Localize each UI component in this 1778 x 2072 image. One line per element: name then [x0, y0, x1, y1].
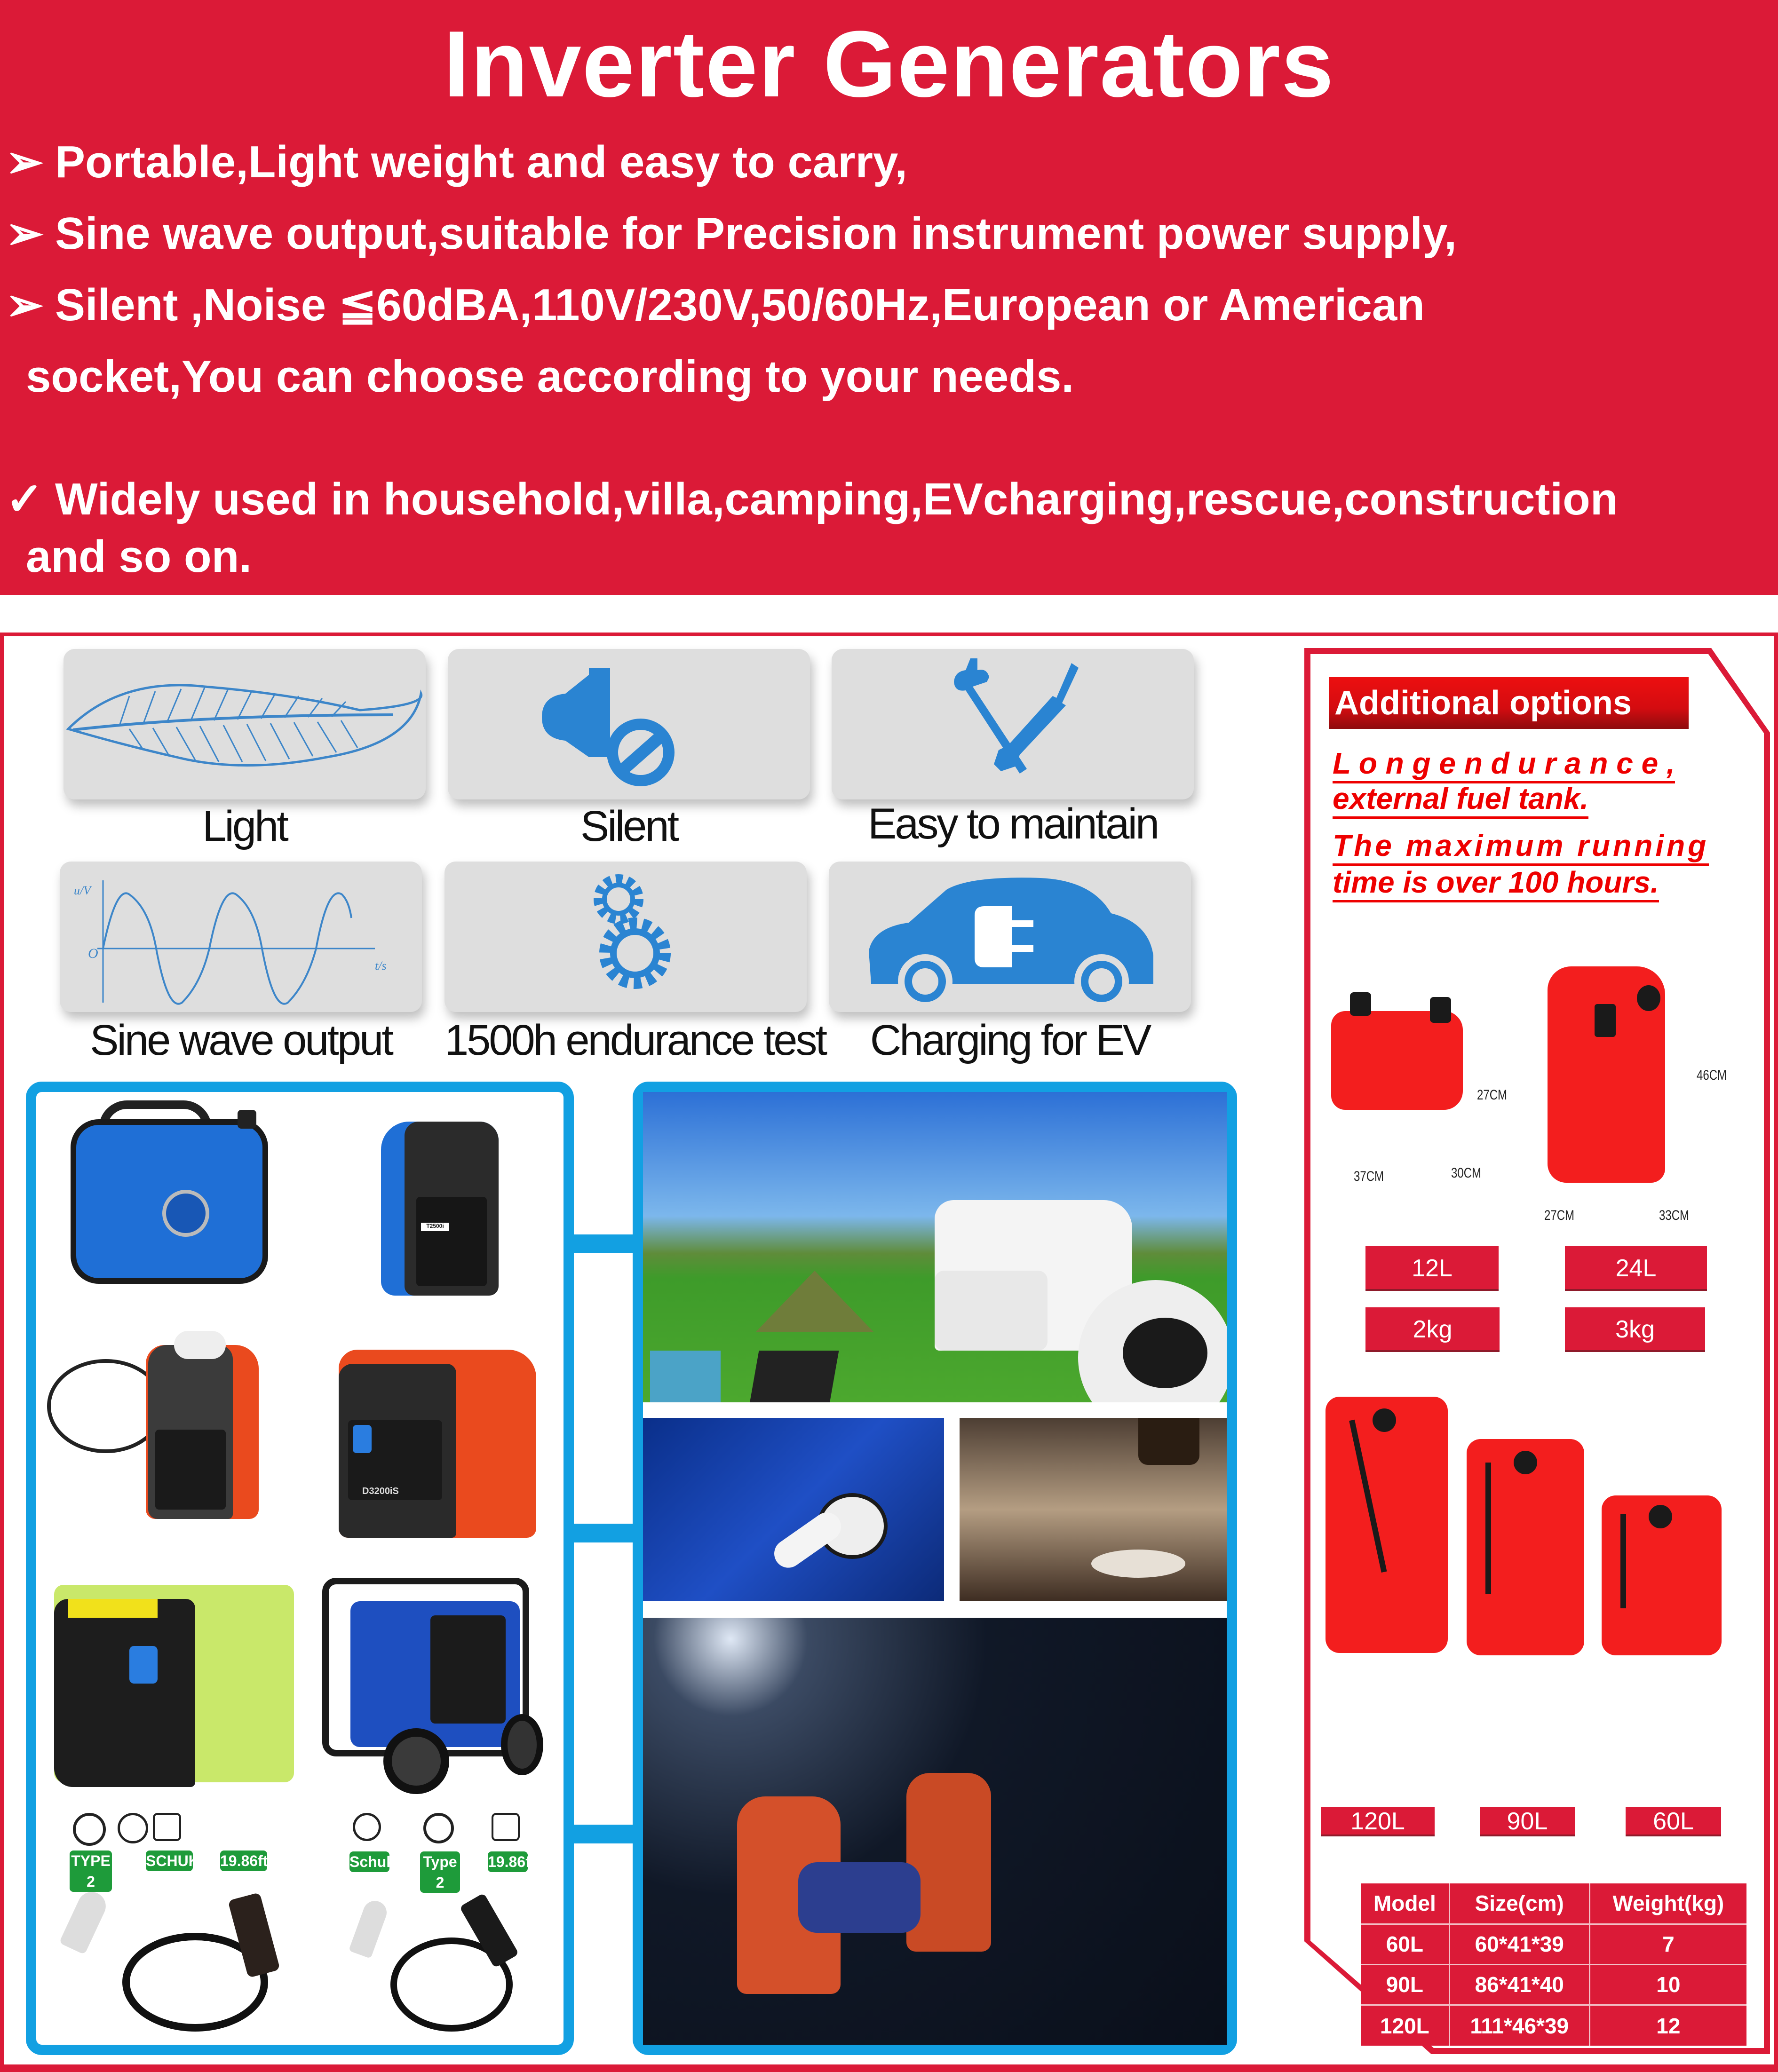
bullet-silent: [6, 277, 1425, 333]
tag-schukou: Schukou: [349, 1851, 389, 1872]
capacity-60l: 60L: [1626, 1807, 1721, 1836]
checkmark-icon: ✓: [6, 474, 44, 524]
weight-3kg: 3kg: [1565, 1307, 1705, 1352]
table-header-row: [1361, 1883, 1746, 1924]
dim-24l-width: 27CM: [1544, 1208, 1575, 1223]
feature-label-endurance: 1500h endurance test: [444, 1016, 826, 1064]
gears-icon: [444, 862, 807, 1012]
product-image-orange-generator-ev[interactable]: [47, 1331, 282, 1528]
feature-label-silent: Silent: [580, 802, 678, 850]
feature-card-light: [64, 649, 426, 799]
svg-text:t/s: t/s: [375, 959, 387, 973]
bullet-silent-continuation: socket,You can choose according to your needs.: [26, 351, 1074, 402]
dim-12l-width: 37CM: [1354, 1169, 1384, 1184]
bullet-text: Sine wave output,suitable for Precision instrument power supply,: [55, 208, 1457, 259]
scene-home[interactable]: [960, 1418, 1227, 1601]
tag-type2: Type 2: [420, 1851, 460, 1893]
cell-weight: 12: [1656, 2013, 1681, 2038]
type2-connector-icon: [73, 1813, 106, 1846]
fuel-tank-12l-image[interactable]: [1326, 992, 1468, 1119]
connector-bar: [569, 1825, 635, 1843]
feature-card-sine-wave: [60, 862, 422, 1012]
feature-card-ev: [829, 862, 1191, 1012]
tape-measure-icon: [492, 1813, 520, 1841]
tag-schuko: SCHUKO: [146, 1851, 193, 1871]
table-row: [1361, 1924, 1746, 1964]
cell-model: 120L: [1361, 2005, 1449, 2046]
sine-wave-icon: [60, 862, 422, 1012]
feature-label-light: Light: [202, 802, 287, 850]
column-header-weight: Weight(kg): [1589, 1883, 1746, 1924]
muted-speaker-icon: [448, 649, 810, 799]
feature-label-sine-wave: Sine wave output: [90, 1016, 392, 1064]
capacity-12l: 12L: [1365, 1246, 1499, 1291]
tag-cable-length: 19.86ft: [220, 1851, 267, 1871]
product-image-orange-generator-d3200is[interactable]: [334, 1326, 541, 1547]
fuel-tank-120l-image[interactable]: [1326, 1397, 1448, 1653]
capacity-120l: 120L: [1321, 1807, 1435, 1836]
endurance-line-2: external fuel tank.: [1333, 781, 1588, 819]
svg-text:u/V: u/V: [74, 884, 91, 897]
dim-24l-height: 46CM: [1697, 1068, 1727, 1083]
fuel-tank-24l-image[interactable]: [1543, 957, 1679, 1192]
usage-continuation: and so on.: [26, 531, 252, 582]
capacity-90l: 90L: [1480, 1807, 1575, 1836]
page-title: Inverter Generators: [443, 12, 1335, 117]
scene-rescue[interactable]: [643, 1618, 1227, 2045]
tape-measure-icon: [153, 1813, 181, 1841]
fuel-tank-60l-image[interactable]: [1602, 1495, 1722, 1655]
table-row: [1361, 1964, 1746, 2005]
dim-24l-depth: 33CM: [1659, 1208, 1690, 1223]
product-image-green-generator[interactable]: [40, 1571, 294, 1792]
feature-label-maintain: Easy to maintain: [867, 800, 1158, 848]
svg-text:O: O: [88, 946, 98, 961]
feather-icon: [64, 649, 426, 799]
tag-type2: TYPE 2: [70, 1851, 112, 1892]
product-image-ev-charger-1[interactable]: [61, 1876, 282, 2036]
dim-12l-depth: 30CM: [1451, 1165, 1482, 1181]
bullet-text: Silent ,Noise ≦60dBA,110V/230V,50/60Hz,European or American: [55, 280, 1425, 330]
arrow-bullet-icon: ➢: [6, 280, 44, 330]
scene-camping[interactable]: [643, 1092, 1227, 1402]
product-image-blue-generator-t2500i[interactable]: [376, 1103, 503, 1300]
endurance-line-3: The maximum running: [1333, 828, 1709, 866]
cell-size: 86*41*40: [1449, 1964, 1589, 2005]
fuel-tank-spec-table: [1361, 1883, 1746, 2046]
usage-text: Widely used in household,villa,camping,EVcharging,rescue,construction: [55, 474, 1618, 524]
cell-size: 111*46*39: [1449, 2005, 1589, 2046]
feature-card-endurance: [444, 862, 807, 1012]
ev-car-plug-icon: [829, 862, 1191, 1012]
cell-weight: 10: [1589, 1964, 1746, 2005]
tag-cable-length: 19.86ft: [488, 1851, 528, 1872]
weight-2kg: 2kg: [1365, 1307, 1500, 1352]
endurance-line-1: L o n g e n d u r a n c e ,: [1333, 745, 1675, 783]
schuko-plug-icon: [118, 1813, 148, 1843]
connector-bar: [569, 1234, 635, 1253]
dim-12l-height: 27CM: [1477, 1087, 1508, 1103]
scene-ev-charging[interactable]: [643, 1418, 944, 1601]
model-label: D3200iS: [362, 1486, 399, 1496]
additional-options-heading: Additional options: [1329, 677, 1689, 729]
product-image-ev-charger-2[interactable]: [348, 1876, 536, 2036]
product-image-blue-frame-generator[interactable]: [313, 1573, 539, 1799]
cell-model: 60L: [1361, 1924, 1449, 1964]
bullet-text: Portable,Light weight and easy to carry,: [55, 137, 907, 187]
usage-line: [6, 471, 1618, 528]
connector-bar: [569, 1524, 635, 1542]
feature-card-silent: [448, 649, 810, 799]
feature-label-ev: Charging for EV: [870, 1016, 1150, 1064]
capacity-24l: 24L: [1565, 1246, 1707, 1291]
wrench-screwdriver-icon: [832, 649, 1194, 799]
bullet-sine-wave: [6, 206, 1457, 262]
product-image-blue-generator-front[interactable]: [61, 1100, 273, 1298]
phone-charging-icon: [650, 1351, 721, 1402]
arrow-bullet-icon: ➢: [6, 137, 44, 187]
cell-model: 90L: [1361, 1964, 1449, 2005]
header-banner: [0, 0, 1778, 595]
endurance-line-4: time is over 100 hours.: [1333, 864, 1659, 902]
type2-connector-icon: [423, 1813, 454, 1843]
column-header-size: Size(cm): [1449, 1883, 1589, 1924]
column-header-model: Model: [1361, 1883, 1449, 1924]
arrow-bullet-icon: ➢: [6, 208, 44, 259]
cell-size: 60*41*39: [1449, 1924, 1589, 1964]
model-label: T2500i: [421, 1223, 449, 1231]
table-row: [1361, 2005, 1746, 2046]
schuko-plug-icon: [353, 1813, 381, 1841]
cell-weight: 7: [1589, 1924, 1746, 1964]
bullet-portable: [6, 134, 907, 190]
feature-card-maintain: [832, 649, 1194, 799]
fuel-tank-90l-image[interactable]: [1467, 1439, 1584, 1655]
